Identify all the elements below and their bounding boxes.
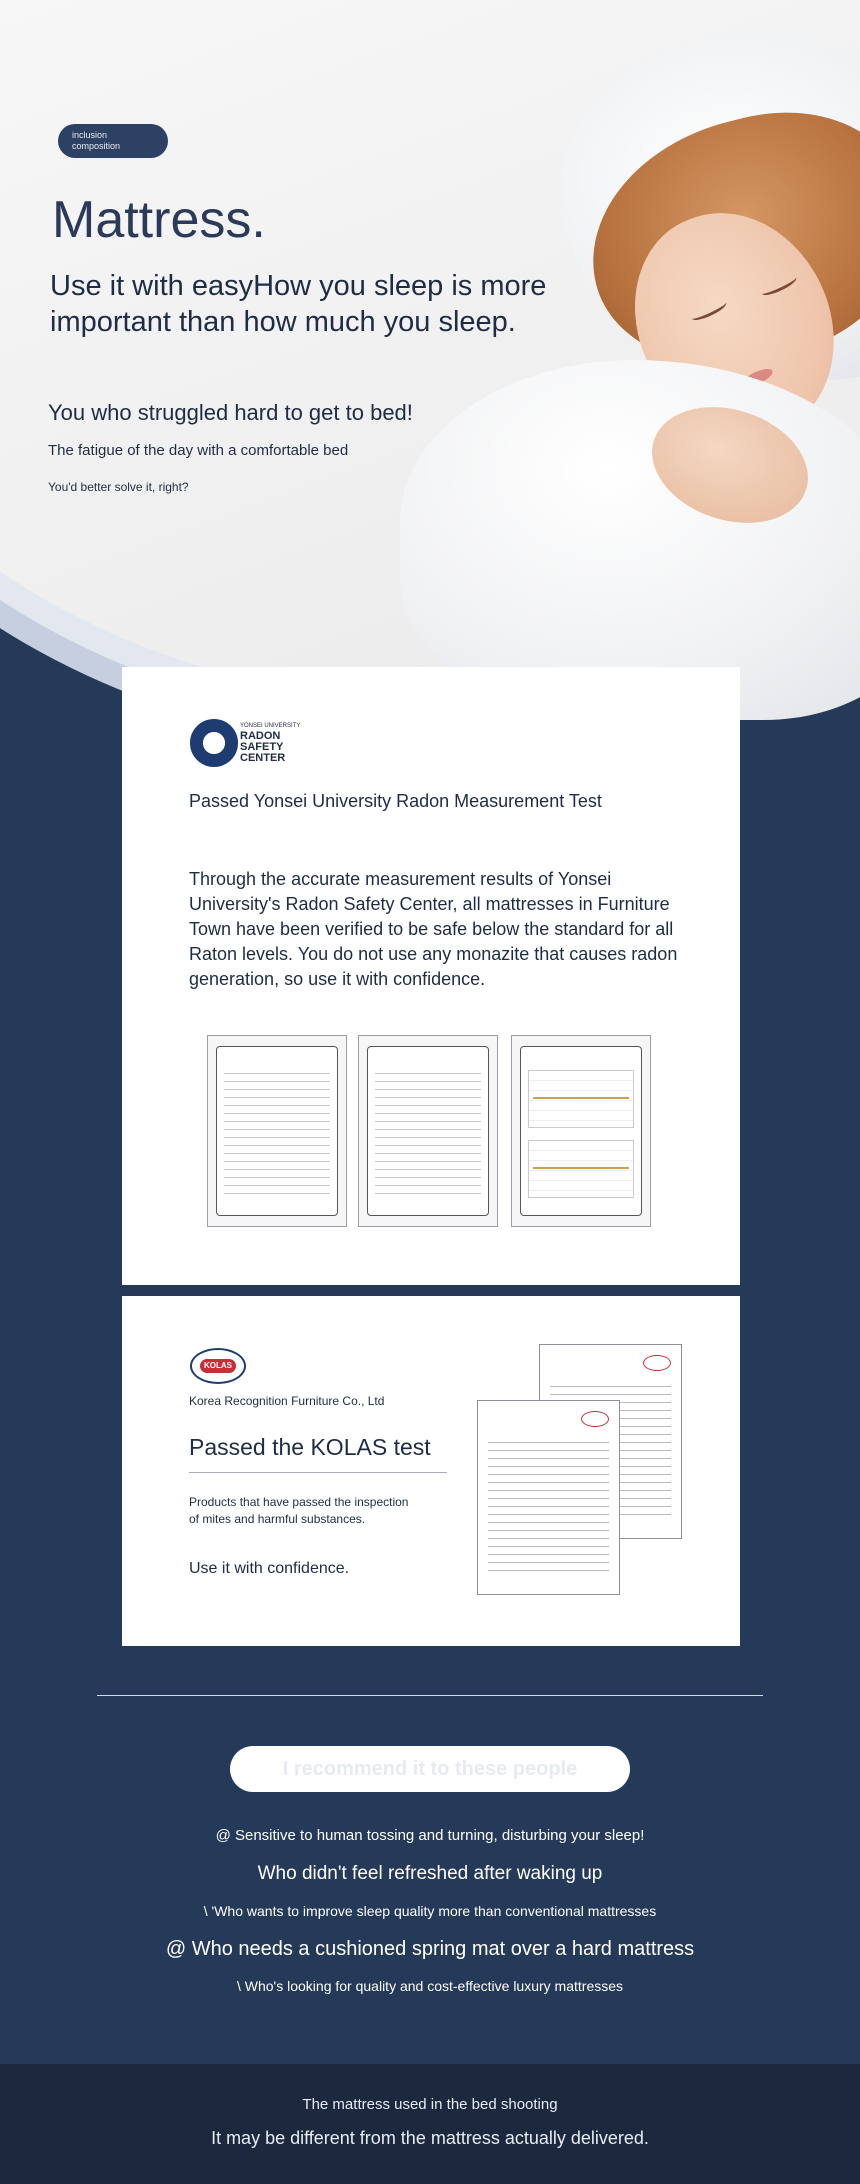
recommend-item: \ 'Who wants to improve sleep quality more than conventional mattresses <box>203 1903 657 1919</box>
yonsei-seal-logo <box>190 719 238 767</box>
hero-subtitle: Use it with easyHow you sleep is more important than how much you sleep. <box>50 270 547 338</box>
recommend-item: @ Who needs a cushioned spring mat over a hard mattress <box>165 1938 695 1960</box>
radon-graph-image <box>511 1035 651 1227</box>
radon-certificate-image <box>207 1035 347 1227</box>
kolas-test-card <box>122 1296 740 1646</box>
recommend-item: \ Who's looking for quality and cost-effective luxury mattresses <box>236 1978 624 1994</box>
hero-fatigue-text: The fatigue of the day with a comfortable bed <box>48 442 349 459</box>
radon-test-description: Through the accurate measurement results of Yonsei University's Radon Safety Center, all mattresses in Furniture Town have been verified to be safe below the standard for all Raton levels. You do not use any monazite that causes radon generation, so use it with confidence. <box>189 869 678 989</box>
table-rows <box>375 1066 481 1200</box>
kolas-confidence-text: Use it with confidence. <box>189 1560 350 1577</box>
document-stamp <box>581 1411 609 1427</box>
graph-line <box>533 1097 629 1099</box>
footer-notice <box>0 2064 860 2184</box>
radon-test-card <box>122 667 740 1285</box>
document-text-lines <box>488 1435 609 1574</box>
kolas-test-title: Passed the KOLAS test <box>189 1434 431 1460</box>
radon-logo-center: RADON SAFETY CENTER <box>240 730 286 764</box>
recommend-pill: I recommend it to these people <box>230 1746 630 1792</box>
radon-logo-university: YONSEI UNIVERSITY <box>240 723 301 729</box>
hero-title: Mattress. <box>52 191 266 249</box>
document-stamp <box>643 1355 671 1371</box>
graph-panel-bottom <box>528 1140 634 1198</box>
badge-text-line-1: inclusion <box>72 130 108 140</box>
footer-notice-line-1: The mattress used in the bed shooting <box>302 2096 558 2113</box>
hero-section <box>0 0 860 750</box>
recommend-item: @ Sensitive to human tossing and turning, disturbing your sleep! <box>215 1827 645 1844</box>
kolas-logo-text: KOLAS <box>200 1359 236 1373</box>
radon-test-title: Passed Yonsei University Radon Measurement Test <box>189 791 602 811</box>
kolas-document-front <box>477 1400 620 1595</box>
footer-notice-line-2: It may be different from the mattress actually delivered. <box>211 2128 649 2148</box>
certificate-text-lines <box>224 1066 330 1200</box>
kolas-organization: Korea Recognition Furniture Co., Ltd <box>189 1394 385 1408</box>
kolas-products-text: Products that have passed the inspection of mites and harmful substances. <box>189 1495 409 1526</box>
duvet-shape <box>400 360 860 720</box>
kolas-logo <box>190 1348 246 1384</box>
hero-solve-text: You'd better solve it, right? <box>48 480 189 494</box>
radon-table-image <box>358 1035 498 1227</box>
section-divider <box>97 1695 763 1696</box>
recommend-item: Who didn't feel refreshed after waking up <box>257 1863 603 1884</box>
badge-text-line-2: composition <box>72 141 121 151</box>
graph-line <box>533 1167 629 1169</box>
kolas-divider <box>189 1472 447 1473</box>
hero-question: You who struggled hard to get to bed! <box>48 400 413 425</box>
graph-panel-top <box>528 1070 634 1128</box>
